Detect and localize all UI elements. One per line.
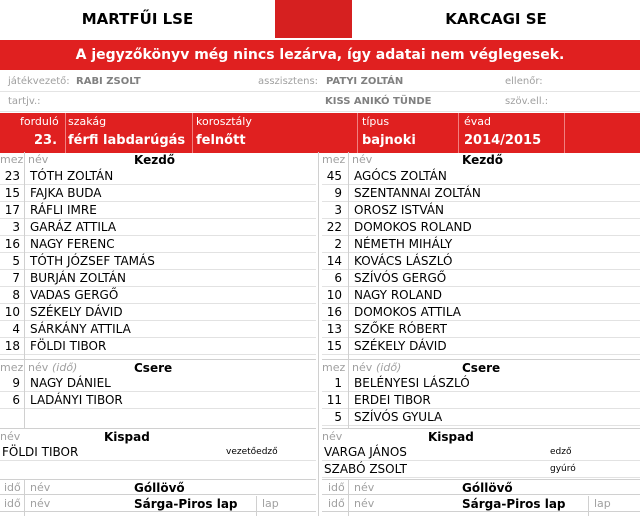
away-cards-header: [322, 496, 640, 512]
player-name[interactable]: BELÉNYESI LÁSZLÓ: [354, 376, 470, 390]
player-number: 8: [12, 288, 20, 302]
round-cell: [0, 113, 66, 153]
player-name[interactable]: NAGY DÁNIEL: [30, 376, 111, 390]
player-number: 5: [334, 410, 342, 424]
player-number: 15: [326, 339, 342, 353]
player-row[interactable]: [0, 304, 316, 321]
away-starters-title: Kezdő: [462, 153, 504, 167]
player-name[interactable]: DOMOKOS ROLAND: [354, 220, 472, 234]
not-closed-notice: A jegyzőkönyv még nincs lezárva, így adatai nem véglegesek.: [0, 40, 640, 70]
away-name-label: név: [352, 153, 373, 166]
player-row[interactable]: [322, 375, 640, 392]
player-name[interactable]: SZÉKELY DÁVID: [354, 339, 447, 353]
player-number: 15: [4, 186, 20, 200]
home-mez-label: mez: [0, 153, 24, 166]
home-name-label: név: [28, 153, 49, 166]
home-subs-title: Csere: [134, 361, 173, 375]
away-subs-list: [322, 375, 640, 426]
age-cell: [193, 113, 358, 153]
player-name[interactable]: TÓTH JÓZSEF TAMÁS: [30, 254, 155, 268]
age-value: felnőtt: [196, 133, 246, 148]
player-name[interactable]: SÁRKÁNY ATTILA: [30, 322, 131, 336]
assistant-1-name[interactable]: PATYI ZOLTÁN: [326, 76, 404, 87]
bench-person-role: edző: [550, 447, 572, 457]
player-number: 18: [4, 339, 20, 353]
player-row[interactable]: [0, 375, 316, 392]
away-cards-card-label: lap: [594, 497, 611, 510]
away-subs-mez-label: mez: [322, 361, 346, 374]
home-starters-list: [0, 168, 316, 355]
officials-row-1: [0, 72, 640, 92]
player-name[interactable]: SZÍVÓS GERGŐ: [354, 271, 447, 285]
player-number: 4: [12, 322, 20, 336]
age-label: korosztály: [196, 115, 252, 128]
home-starters-title: Kezdő: [134, 153, 176, 167]
player-name[interactable]: LADÁNYI TIBOR: [30, 393, 123, 407]
player-number: 23: [4, 169, 20, 183]
player-name[interactable]: GARÁZ ATTILA: [30, 220, 117, 234]
branch-value: férfi labdarúgás: [68, 133, 186, 148]
player-row[interactable]: [0, 219, 316, 236]
player-number: 10: [326, 288, 342, 302]
away-subs-header: [322, 359, 640, 375]
home-subs-time-label: (idő): [52, 361, 78, 374]
away-scorers-name-label: név: [354, 481, 375, 494]
away-subs-time-label: (idő): [376, 361, 402, 374]
home-bench-header: [0, 428, 316, 444]
player-number: 22: [326, 220, 342, 234]
home-subs-name-label: név: [28, 361, 49, 374]
player-row[interactable]: [0, 287, 316, 304]
player-name[interactable]: ERDEI TIBOR: [354, 393, 431, 407]
player-number: 10: [4, 305, 20, 319]
away-scorers-time-label: idő: [328, 481, 345, 494]
player-name[interactable]: VADAS GERGŐ: [30, 288, 119, 302]
reserve-ref-label: tartjv.:: [8, 96, 41, 107]
player-name[interactable]: NÉMETH MIHÁLY: [354, 237, 453, 251]
player-row[interactable]: [322, 304, 640, 321]
player-row[interactable]: [322, 185, 640, 202]
player-number: 6: [12, 393, 20, 407]
home-bench-title: Kispad: [104, 430, 150, 444]
home-cards-header: [0, 496, 316, 512]
player-name[interactable]: SZÉKELY DÁVID: [30, 305, 123, 319]
away-scorers-title: Góllövő: [462, 481, 513, 495]
away-number-divider: [348, 152, 349, 428]
assistant-2-name[interactable]: KISS ANIKÓ TÜNDE: [325, 96, 432, 107]
type-label: típus: [362, 115, 390, 128]
branch-label: szakág: [68, 115, 107, 128]
away-mez-label: mez: [322, 153, 346, 166]
player-number: 5: [12, 254, 20, 268]
home-subs-list: [0, 375, 316, 409]
home-cards-time-label: idő: [4, 497, 21, 510]
controller-label: ellenőr:: [505, 76, 543, 87]
player-row[interactable]: [0, 321, 316, 338]
season-label: évad: [464, 115, 492, 128]
player-number: 9: [334, 186, 342, 200]
home-cards-card-label: lap: [262, 497, 279, 510]
away-bench-name-label: név: [322, 430, 343, 443]
away-cards-time-label: idő: [328, 497, 345, 510]
player-row[interactable]: [322, 168, 640, 185]
player-name[interactable]: SZŐKE RÓBERT: [354, 322, 447, 336]
player-name[interactable]: OROSZ ISTVÁN: [354, 203, 444, 217]
player-number: 3: [334, 203, 342, 217]
home-number-divider: [24, 152, 25, 428]
away-cards-name-label: név: [354, 497, 375, 510]
branch-cell: [66, 113, 193, 153]
player-number: 13: [326, 322, 342, 336]
home-scorers-title: Góllövő: [134, 481, 185, 495]
player-row[interactable]: [322, 409, 640, 426]
player-number: 45: [326, 169, 342, 183]
home-card-divider: [256, 496, 257, 516]
player-name[interactable]: BURJÁN ZOLTÁN: [30, 271, 126, 285]
player-number: 16: [326, 305, 342, 319]
home-bench-list: [0, 444, 316, 461]
player-number: 11: [326, 393, 342, 407]
player-number: 1: [334, 376, 342, 390]
referee-label: játékvezető:: [8, 76, 70, 87]
season-cell: [459, 113, 565, 153]
player-row[interactable]: [322, 392, 640, 409]
home-cards-name-label: név: [30, 497, 51, 510]
column-divider: [318, 152, 319, 516]
player-number: 14: [326, 254, 342, 268]
player-row[interactable]: [322, 236, 640, 253]
player-row[interactable]: [322, 219, 640, 236]
type-cell: [358, 113, 459, 153]
player-row[interactable]: [0, 392, 316, 409]
player-name[interactable]: FÖLDI TIBOR: [30, 339, 107, 353]
assistant-label: asszisztens:: [258, 76, 319, 87]
away-bench-list: [322, 444, 640, 478]
type-value: bajnoki: [362, 133, 416, 148]
home-scorers-name-label: név: [30, 481, 51, 494]
home-subs-mez-label: mez: [0, 361, 24, 374]
match-info-bar: [0, 113, 640, 153]
player-name[interactable]: DOMOKOS ATTILA: [354, 305, 462, 319]
away-cards-title: Sárga-Piros lap: [462, 497, 566, 511]
round-value: 23.: [34, 133, 58, 148]
bench-person-role: gyúró: [550, 464, 576, 474]
away-starters-list: [322, 168, 640, 355]
score-box: [275, 0, 352, 38]
player-name[interactable]: NAGY ROLAND: [354, 288, 442, 302]
player-row[interactable]: [0, 185, 316, 202]
player-name[interactable]: FAJKA BUDA: [30, 186, 102, 200]
home-subs-header: [0, 359, 316, 375]
player-name[interactable]: TÓTH ZOLTÁN: [30, 169, 114, 183]
player-row[interactable]: [0, 338, 316, 355]
player-number: 2: [334, 237, 342, 251]
player-row[interactable]: [322, 338, 640, 355]
player-row[interactable]: [0, 236, 316, 253]
player-number: 17: [4, 203, 20, 217]
bench-person-name[interactable]: SZABÓ ZSOLT: [324, 462, 407, 476]
home-team-name[interactable]: MARTFŰI LSE: [81, 10, 194, 28]
player-number: 7: [12, 271, 20, 285]
round-label: forduló: [20, 115, 59, 128]
player-name[interactable]: AGÓCS ZOLTÁN: [354, 169, 447, 183]
player-row[interactable]: [322, 287, 640, 304]
away-bench-title: Kispad: [428, 430, 474, 444]
away-scorers-header: [322, 479, 640, 495]
player-row[interactable]: [0, 253, 316, 270]
home-scorers-time-label: idő: [4, 481, 21, 494]
player-name[interactable]: RÁFLI IMRE: [30, 203, 97, 217]
home-bench-name-label: név: [0, 430, 21, 443]
away-card-divider: [588, 496, 589, 516]
bench-row[interactable]: [322, 461, 640, 478]
player-row[interactable]: [0, 168, 316, 185]
away-time-divider: [348, 479, 349, 516]
bench-row[interactable]: [0, 444, 316, 461]
season-value: 2014/2015: [464, 133, 542, 148]
player-row[interactable]: [322, 202, 640, 219]
referee-name[interactable]: RABI ZSOLT: [76, 76, 141, 87]
home-time-divider: [24, 479, 25, 516]
home-starters-header: [0, 152, 316, 168]
away-subs-name-label: név: [352, 361, 373, 374]
officials-row-2: [0, 92, 640, 112]
away-bench-header: [322, 428, 640, 444]
bench-row[interactable]: [322, 444, 640, 461]
home-cards-title: Sárga-Piros lap: [134, 497, 238, 511]
player-row[interactable]: [322, 270, 640, 287]
player-number: 3: [12, 220, 20, 234]
player-row[interactable]: [0, 270, 316, 287]
player-name[interactable]: KOVÁCS LÁSZLÓ: [354, 254, 453, 268]
bench-person-name[interactable]: FÖLDI TIBOR: [2, 445, 79, 459]
away-starters-header: [322, 152, 640, 168]
player-number: 16: [4, 237, 20, 251]
home-scorers-header: [0, 479, 316, 495]
player-row[interactable]: [322, 321, 640, 338]
away-team-name[interactable]: KARCAGI SE: [445, 10, 547, 28]
player-number: 6: [334, 271, 342, 285]
player-row[interactable]: [0, 202, 316, 219]
player-name[interactable]: SZÍVÓS GYULA: [354, 410, 443, 424]
player-name[interactable]: NAGY FERENC: [30, 237, 115, 251]
player-number: 9: [12, 376, 20, 390]
bench-person-name[interactable]: VARGA JÁNOS: [324, 445, 407, 459]
bench-person-role: vezetőedző: [226, 447, 278, 457]
assoc-controller-label: szöv.ell.:: [505, 96, 549, 107]
player-name[interactable]: SZENTANNAI ZOLTÁN: [354, 186, 481, 200]
away-subs-title: Csere: [462, 361, 501, 375]
player-row[interactable]: [322, 253, 640, 270]
